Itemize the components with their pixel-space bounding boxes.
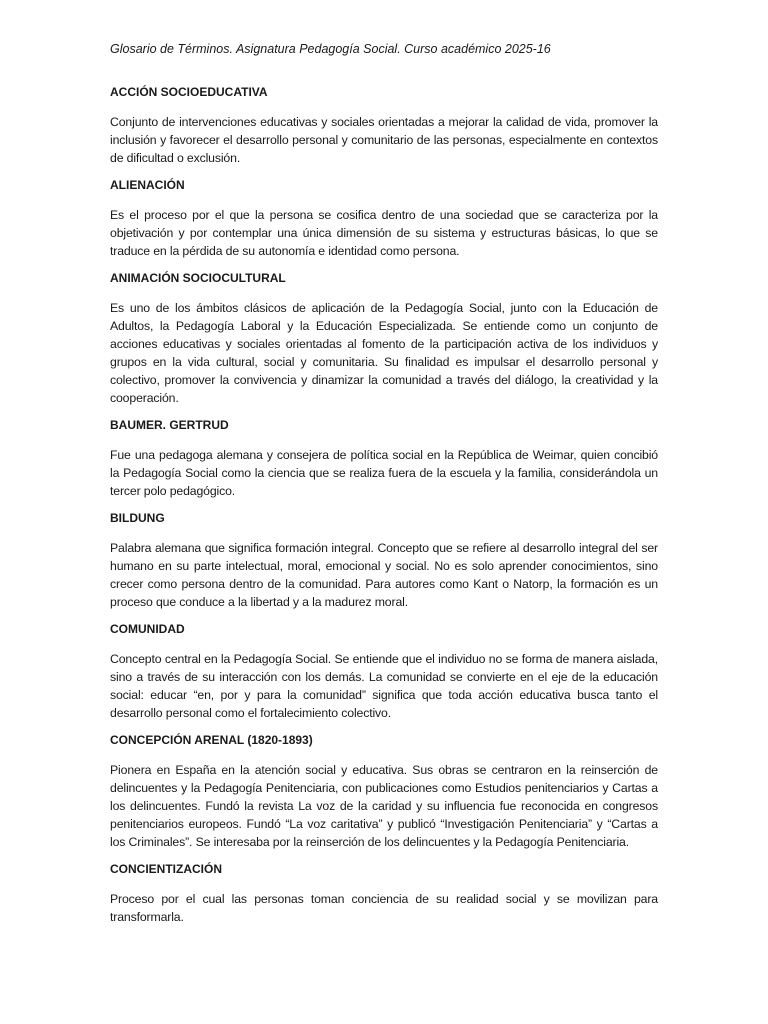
glossary-definition: Concepto central en la Pedagogía Social. Se entiende que el individuo no se forma de manera aislada, sino a través de su interacción con los demás. La comunidad se convierte en el eje de la educación social: educar “en, por y para la comunidad” significa que toda acción educativa busca tanto el desarrollo personal como el fortalecimiento colectivo. [110, 652, 658, 720]
glossary-term: BAUMER. GERTRUD [110, 418, 229, 432]
glossary-definition: Fue una pedagoga alemana y consejera de política social en la República de Weimar, quien concibió la Pedagogía Social como la ciencia que se realiza fuera de la escuela y la familia, considerándola un tercer polo pedagógico. [110, 448, 658, 498]
glossary-term: ANIMACIÓN SOCIOCULTURAL [110, 271, 286, 285]
glossary-definition: Es uno de los ámbitos clásicos de aplicación de la Pedagogía Social, junto con la Educación de Adultos, la Pedagogía Laboral y la Educación Especializada. Se entiende como un conjunto de acciones educativas y sociales orientadas al fomento de la participación activa de los individuos y grupos en la vida cultural, social y comunitaria. Su finalidad es impulsar el desarrollo personal y colectivo, promover la convivencia y dinamizar la comunidad a través del diálogo, la creatividad y la cooperación. [110, 301, 658, 405]
glossary-definition: Palabra alemana que significa formación integral. Concepto que se refiere al desarrollo integral del ser humano en su parte intelectual, moral, emocional y social. No es solo aprender conocimientos, sino crecer como persona dentro de la comunidad. Para autores como Kant o Natorp, la formación es un proceso que conduce a la libertad y a la madurez moral. [110, 541, 658, 609]
glossary-entry-comunidad [110, 621, 658, 722]
glossary-definition: Es el proceso por el que la persona se cosifica dentro de una sociedad que se caracteriza por la objetivación y por contemplar una única dimensión de su sistema y estructuras básicas, lo que se traduce en la pérdida de su autonomía e identidad como persona. [110, 208, 658, 258]
document-page [110, 40, 658, 936]
glossary-entry-animacion-sociocultural [110, 270, 658, 407]
glossary-term: ACCIÓN SOCIOEDUCATIVA [110, 85, 268, 99]
glossary-definition: Pionera en España en la atención social y educativa. Sus obras se centraron en la reinserción de delincuentes y la Pedagogía Penitenciaria, con publicaciones como Estudios penitenciarios y Cartas a los delincuentes. Fundó la revista La voz de la caridad y su influencia fue reconocida en congresos penitenciarios europeos. Fundó “La voz caritativa” y publicó “Investigación Penitenciaria” y “Cartas a los Criminales”. Se interesaba por la reinserción de los delincuentes y la Pedagogía Penitenciaria. [110, 763, 658, 849]
glossary-definition: Conjunto de intervenciones educativas y sociales orientadas a mejorar la calidad de vida, promover la inclusión y favorecer el desarrollo personal y comunitario de las personas, especialmente en contextos de dificultad o exclusión. [110, 115, 658, 165]
glossary-entry-baumer-gertrud [110, 417, 658, 500]
document-header: Glosario de Términos. Asignatura Pedagogía Social. Curso académico 2025-16 [110, 42, 551, 56]
glossary-entry-concepcion-arenal [110, 732, 658, 851]
glossary-term: BILDUNG [110, 511, 165, 525]
glossary-entry-bildung [110, 510, 658, 611]
glossary-definition: Proceso por el cual las personas toman conciencia de su realidad social y se movilizan para transformarla. [110, 892, 658, 924]
glossary-term: ALIENACIÓN [110, 178, 185, 192]
glossary-entry-accion-socioeducativa [110, 84, 658, 167]
glossary-entry-alienacion [110, 177, 658, 260]
glossary-term: COMUNIDAD [110, 622, 185, 636]
glossary-term: CONCEPCIÓN ARENAL (1820-1893) [110, 733, 313, 747]
glossary-entry-concientizacion [110, 861, 658, 926]
glossary-term: CONCIENTIZACIÓN [110, 862, 222, 876]
